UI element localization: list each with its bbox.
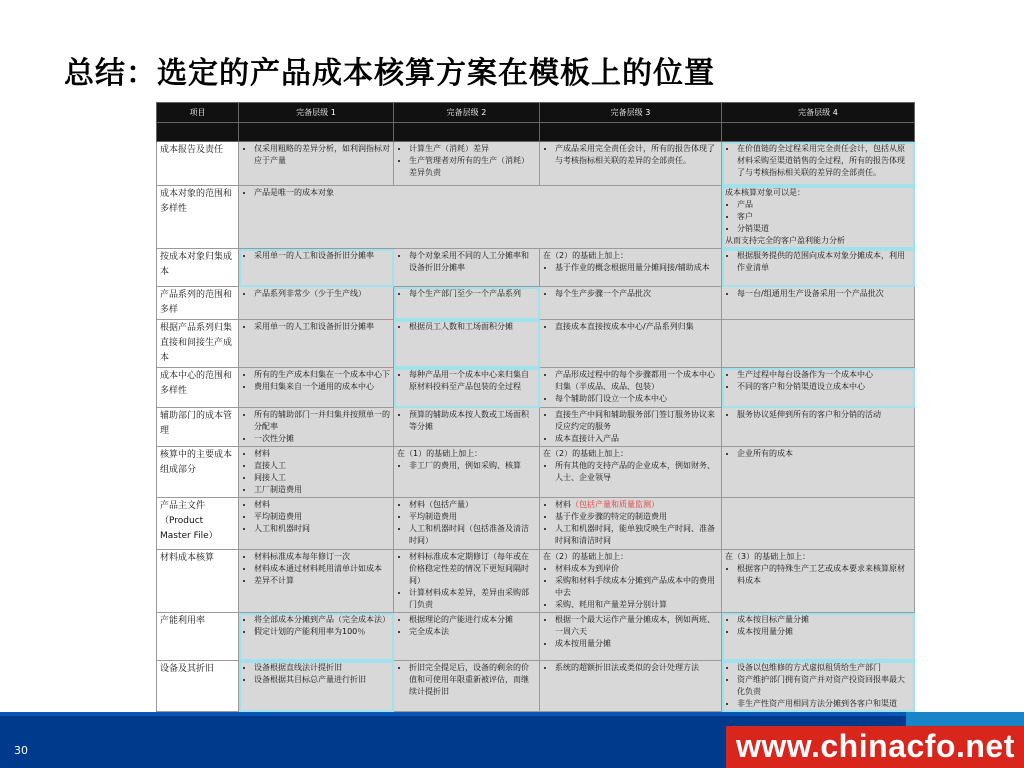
cell-bullet: • 每个生产步骤一个产品批次 bbox=[555, 288, 718, 300]
table-cell bbox=[540, 142, 722, 186]
table-row bbox=[157, 408, 915, 447]
table-cell bbox=[722, 550, 915, 613]
table-cell bbox=[540, 550, 722, 613]
cell-bullet: • 每种产品用一个成本中心来归集自原材料投料至产品包装的全过程 bbox=[409, 369, 536, 393]
table-cell bbox=[394, 550, 540, 613]
table-cell bbox=[394, 287, 540, 320]
cell-bullet-list bbox=[397, 499, 536, 547]
cell-bullet-list bbox=[543, 409, 718, 445]
table-cell bbox=[540, 320, 722, 368]
row-label: 成本中心的范围和多样性 bbox=[157, 368, 239, 408]
table-cell bbox=[394, 613, 540, 661]
cell-bullet-list bbox=[725, 288, 911, 300]
table-cell bbox=[239, 447, 394, 498]
cell-bullet: • 非生产性资产用相同方法分摊到各客户和渠道 bbox=[737, 698, 911, 710]
cell-bullet: • 所有的辅助部门一并归集并按照单一的分配率 bbox=[254, 409, 390, 433]
cell-bullet: • 将全部成本分摊到产品（完全成本法） bbox=[254, 614, 390, 626]
cell-bullet: • 基于作业步骤的特定的制造费用 bbox=[555, 511, 718, 523]
cell-bullet: • 采购、耗用和产量差异分别计算 bbox=[555, 599, 718, 611]
cell-bullet: • 人工和机器时间，能单独反映生产时间、准备时间和清洁时间 bbox=[555, 523, 718, 547]
cell-bullet-list bbox=[397, 321, 536, 333]
row-label: 设备及其折旧 bbox=[157, 661, 239, 712]
cell-bullet: • 根据员工人数和工场面积分摊 bbox=[409, 321, 536, 333]
cell-bullet: • 材料成本通过材料耗用清单计如成本 bbox=[254, 563, 390, 575]
cell-bullet: • 成本按用量分摊 bbox=[555, 638, 718, 650]
table-cell bbox=[722, 320, 915, 368]
table-cell bbox=[540, 613, 722, 661]
table-cell bbox=[722, 661, 915, 712]
table-header-row bbox=[157, 103, 915, 123]
cell-bullet: • 成本按用量分摊 bbox=[737, 626, 911, 638]
cell-bullet: • 根据理论的产能进行成本分摊 bbox=[409, 614, 536, 626]
cell-bullet: • 材料 bbox=[254, 499, 390, 511]
table-cell bbox=[394, 498, 540, 550]
cell-bullet-list bbox=[242, 187, 718, 199]
table-cell bbox=[239, 287, 394, 320]
table-cell bbox=[239, 368, 394, 408]
cell-bullet-list bbox=[725, 143, 911, 179]
cell-bullet: • 生产管理者对所有的生产（消耗）差异负责 bbox=[409, 155, 536, 179]
header-level-4: 完备层级 4 bbox=[722, 103, 915, 123]
cell-bullet-list bbox=[242, 499, 390, 535]
site-logo: www.chinacfo.net bbox=[736, 728, 1015, 764]
cell-bullet: • 分销渠道 bbox=[737, 223, 911, 235]
cell-bullet: • 不同的客户和分销渠道设立成本中心 bbox=[737, 381, 911, 393]
cell-bullet: • 客户 bbox=[737, 211, 911, 223]
cell-intro: 在（1）的基础上加上： bbox=[397, 449, 483, 458]
row-label: 成本报告及责任 bbox=[157, 142, 239, 186]
cell-bullet: • 每个辅助部门设立一个成本中心 bbox=[555, 393, 718, 405]
cell-bullet: • 非工厂的费用，例如采购、核算 bbox=[409, 460, 536, 472]
cell-bullet-list bbox=[725, 448, 911, 460]
row-label: 辅助部门的成本管理 bbox=[157, 408, 239, 447]
cell-bullet-list bbox=[397, 409, 536, 433]
cell-bullet: • 根据客户的特殊生产工艺或成本要求来核算原材料成本 bbox=[737, 563, 911, 587]
cell-bullet: • 材料（包括产量和质量监测） bbox=[555, 499, 718, 511]
cell-bullet: • 设备根据其目标总产量进行折旧 bbox=[254, 674, 390, 686]
table-cell bbox=[540, 661, 722, 712]
cell-bullet-list bbox=[725, 614, 911, 638]
cell-bullet: • 生产过程中每台设备作为一个成本中心 bbox=[737, 369, 911, 381]
cell-bullet: • 平均制造费用 bbox=[409, 511, 536, 523]
cell-bullet: • 每个对象采用不同的人工分摊率和设备折旧分摊率 bbox=[409, 250, 536, 274]
table-cell bbox=[722, 186, 915, 249]
table-cell bbox=[540, 249, 722, 287]
table-cell bbox=[722, 142, 915, 186]
row-label: 产品主文件（Product Master File） bbox=[157, 498, 239, 550]
table-row bbox=[157, 447, 915, 498]
cell-bullet-list bbox=[543, 262, 718, 274]
table-cell bbox=[722, 287, 915, 320]
cell-bullet-list bbox=[543, 321, 718, 333]
table-cell bbox=[239, 249, 394, 287]
cell-bullet: • 差异不计算 bbox=[254, 575, 390, 587]
cell-bullet-list bbox=[397, 369, 536, 393]
row-label: 成本对象的范围和多样性 bbox=[157, 186, 239, 249]
table-cell bbox=[239, 408, 394, 447]
cell-bullet: • 企业所有的成本 bbox=[737, 448, 911, 460]
cell-bullet: • 资产维护部门拥有资产并对资产投资回报率最大化负责 bbox=[737, 674, 911, 698]
cell-bullet: • 材料（包括产量） bbox=[409, 499, 536, 511]
cell-bullet: • 材料 bbox=[254, 448, 390, 460]
table-cell bbox=[239, 320, 394, 368]
row-label: 材料成本核算 bbox=[157, 550, 239, 613]
cell-bullet-list bbox=[543, 288, 718, 300]
cell-bullet-list bbox=[397, 288, 536, 300]
footer-accent bbox=[906, 712, 1024, 726]
row-label: 核算中的主要成本组成部分 bbox=[157, 447, 239, 498]
cell-bullet: • 完全成本法 bbox=[409, 626, 536, 638]
table-row bbox=[157, 368, 915, 408]
table-cell bbox=[540, 368, 722, 408]
cell-bullet: • 材料标准成本定期修订（每年或在价格稳定性差的情况下更短间隔时间） bbox=[409, 551, 536, 587]
cell-bullet-list bbox=[543, 499, 718, 547]
cell-bullet: • 产成品采用完全责任会计，所有的报告体现了与考核指标相关联的差异的全部责任。 bbox=[555, 143, 718, 167]
table-row bbox=[157, 661, 915, 712]
cell-bullet-list bbox=[242, 662, 390, 686]
table-cell bbox=[722, 613, 915, 661]
cell-bullet: • 系统的超额折旧法或类似的会计处理方法 bbox=[555, 662, 718, 674]
cell-bullet: • 假定计划的产能利用率为100％ bbox=[254, 626, 390, 638]
cell-bullet: • 在价值链的全过程采用完全责任会计，包括从原材料采购至渠道销售的全过程，所有的报告体现了与考核指标相关联的差异的全部责任。 bbox=[737, 143, 911, 179]
cell-bullet: • 工厂制造费用 bbox=[254, 484, 390, 496]
cell-bullet: • 基于作业的概念根据用量分摊间接/辅助成本 bbox=[555, 262, 718, 274]
cell-bullet: • 所有的生产成本归集在一个成本中心下 bbox=[254, 369, 390, 381]
cell-bullet-list bbox=[725, 662, 911, 710]
table-row bbox=[157, 550, 915, 613]
page-title: 总结：选定的产品成本核算方案在模板上的位置 bbox=[64, 56, 715, 91]
table-cell bbox=[239, 550, 394, 613]
table-row bbox=[157, 498, 915, 550]
table-row bbox=[157, 613, 915, 661]
table-cell bbox=[540, 498, 722, 550]
cell-bullet: • 材料标准成本每年修订一次 bbox=[254, 551, 390, 563]
cell-bullet-list bbox=[242, 409, 390, 445]
table-cell-wide bbox=[239, 186, 722, 249]
row-label: 产能利用率 bbox=[157, 613, 239, 661]
cell-bullet: • 计算生产（消耗）差异 bbox=[409, 143, 536, 155]
cell-bullet-list bbox=[543, 563, 718, 611]
cell-bullet-list bbox=[242, 288, 390, 300]
cell-bullet: • 成本按目标产量分摊 bbox=[737, 614, 911, 626]
cell-bullet-list bbox=[543, 614, 718, 650]
cell-bullet: • 所有其他的支持产品的企业成本，例如财务、人士、企业领导 bbox=[555, 460, 718, 484]
table-cell bbox=[722, 408, 915, 447]
cell-bullet-list bbox=[397, 662, 536, 698]
cell-bullet: • 采用单一的人工和设备折旧分摊率 bbox=[254, 250, 390, 262]
table-row bbox=[157, 142, 915, 186]
cell-bullet-list bbox=[242, 614, 390, 638]
cell-bullet-list bbox=[242, 369, 390, 393]
cell-bullet-list bbox=[543, 460, 718, 484]
table-cell bbox=[722, 249, 915, 287]
table-cell bbox=[722, 498, 915, 550]
table-cell bbox=[239, 498, 394, 550]
cell-bullet: • 产品 bbox=[737, 199, 911, 211]
cell-bullet-list bbox=[725, 563, 911, 587]
table-row bbox=[157, 186, 915, 249]
cell-outro: 从而支持完全的客户盈利能力分析 bbox=[725, 236, 845, 245]
row-label: 按成本对象归集成本 bbox=[157, 249, 239, 287]
table-cell bbox=[394, 447, 540, 498]
row-label: 根据产品系列归集直接和间接生产成本 bbox=[157, 320, 239, 368]
cell-bullet-list bbox=[725, 250, 911, 274]
header-level-3: 完备层级 3 bbox=[540, 103, 722, 123]
cell-bullet: • 直接人工 bbox=[254, 460, 390, 472]
cell-bullet: • 采用单一的人工和设备折旧分摊率 bbox=[254, 321, 390, 333]
cell-bullet: • 设备以包维修的方式虚拟租赁给生产部门 bbox=[737, 662, 911, 674]
row-label: 产品系列的范围和多样 bbox=[157, 287, 239, 320]
cell-bullet: • 根据一个最大运作产量分摊成本，例如两班、一周六天 bbox=[555, 614, 718, 638]
header-spacer-row bbox=[157, 123, 915, 142]
table-cell bbox=[394, 368, 540, 408]
cell-bullet: • 设备根据直线法计提折旧 bbox=[254, 662, 390, 674]
table-cell bbox=[722, 368, 915, 408]
cell-bullet: • 直接生产中间和辅助服务部门签订服务协议来反应约定的服务 bbox=[555, 409, 718, 433]
cell-bullet-list bbox=[242, 250, 390, 262]
cell-bullet: • 成本直接计入产品 bbox=[555, 433, 718, 445]
cell-intro: 成本核算对象可以是： bbox=[725, 188, 805, 197]
table-row bbox=[157, 249, 915, 287]
table-row bbox=[157, 320, 915, 368]
table-cell bbox=[394, 408, 540, 447]
cell-bullet: • 一次性分摊 bbox=[254, 433, 390, 445]
header-level-2: 完备层级 2 bbox=[394, 103, 540, 123]
cell-bullet: • 根据服务提供的范围向成本对象分摊成本，利用作业清单 bbox=[737, 250, 911, 274]
cell-bullet: • 计算材料成本差异，差异由采购部门负责 bbox=[409, 587, 536, 611]
cell-bullet-list bbox=[397, 250, 536, 274]
page-number: 30 bbox=[14, 744, 28, 757]
cell-bullet: • 每一台/组通用生产设备采用一个产品批次 bbox=[737, 288, 911, 300]
red-note: （包括产量和质量监测） bbox=[571, 500, 659, 509]
cell-bullet-list bbox=[543, 662, 718, 674]
cell-bullet-list bbox=[543, 369, 718, 405]
cell-bullet: • 平均制造费用 bbox=[254, 511, 390, 523]
cell-bullet-list bbox=[397, 551, 536, 611]
cell-bullet-list bbox=[725, 369, 911, 393]
cell-bullet: • 产品是唯一的成本对象 bbox=[254, 187, 718, 199]
cell-bullet: • 仅采用粗略的差异分析，如利润指标对应于产量 bbox=[254, 143, 390, 167]
table-cell bbox=[394, 320, 540, 368]
table-cell bbox=[394, 661, 540, 712]
cell-bullet: • 人工和机器时间 bbox=[254, 523, 390, 535]
cell-bullet-list bbox=[242, 321, 390, 333]
cell-bullet: • 直接成本直接按成本中心/产品系列归集 bbox=[555, 321, 718, 333]
table-cell bbox=[239, 661, 394, 712]
header-item: 项目 bbox=[157, 103, 239, 123]
cell-intro: 在（3）的基础上加上： bbox=[725, 552, 811, 561]
cell-bullet-list bbox=[725, 199, 911, 235]
cell-bullet: • 材料成本为到岸价 bbox=[555, 563, 718, 575]
cell-intro: 在（2）的基础上加上： bbox=[543, 251, 629, 260]
cell-bullet: • 预算的辅助成本按人数或工场面积等分摊 bbox=[409, 409, 536, 433]
cell-bullet-list bbox=[397, 143, 536, 179]
cell-bullet: • 产品系列非常少（少于生产线） bbox=[254, 288, 390, 300]
table-cell bbox=[540, 447, 722, 498]
table-cell bbox=[394, 142, 540, 186]
cell-intro: 在（2）的基础上加上： bbox=[543, 552, 629, 561]
cell-bullet: • 间接人工 bbox=[254, 472, 390, 484]
cell-bullet-list bbox=[725, 409, 911, 421]
cell-bullet-list bbox=[397, 614, 536, 638]
cell-bullet: • 每个生产部门至少一个产品系列 bbox=[409, 288, 536, 300]
cell-bullet: • 采购和材料手续成本分摊到产品成本中的费用中去 bbox=[555, 575, 718, 599]
table-row bbox=[157, 287, 915, 320]
cell-intro: 在（2）的基础上加上： bbox=[543, 449, 629, 458]
cell-bullet-list bbox=[397, 460, 536, 472]
table-cell bbox=[722, 447, 915, 498]
cell-bullet-list bbox=[242, 143, 390, 167]
cell-bullet-list bbox=[543, 143, 718, 167]
cell-bullet: • 人工和机器时间（包括准备及清洁时间） bbox=[409, 523, 536, 547]
cell-bullet-list bbox=[242, 551, 390, 587]
table-cell bbox=[239, 142, 394, 186]
table-cell bbox=[394, 249, 540, 287]
cell-bullet-list bbox=[242, 448, 390, 496]
maturity-table bbox=[156, 102, 915, 712]
cell-bullet: • 产品形成过程中的每个步骤都用一个成本中心归集（半成品、成品、包装） bbox=[555, 369, 718, 393]
table-cell bbox=[540, 287, 722, 320]
cell-bullet: • 服务协议延伸到所有的客户和分销的活动 bbox=[737, 409, 911, 421]
table-cell bbox=[540, 408, 722, 447]
table-cell bbox=[239, 613, 394, 661]
cell-bullet: • 折旧完全提足后，设备的剩余的价值和可使用年限重新被评估，而继续计提折旧 bbox=[409, 662, 536, 698]
cell-bullet: • 费用归集来自一个通用的成本中心 bbox=[254, 381, 390, 393]
footer-stripe bbox=[0, 712, 1024, 716]
header-level-1: 完备层级 1 bbox=[239, 103, 394, 123]
